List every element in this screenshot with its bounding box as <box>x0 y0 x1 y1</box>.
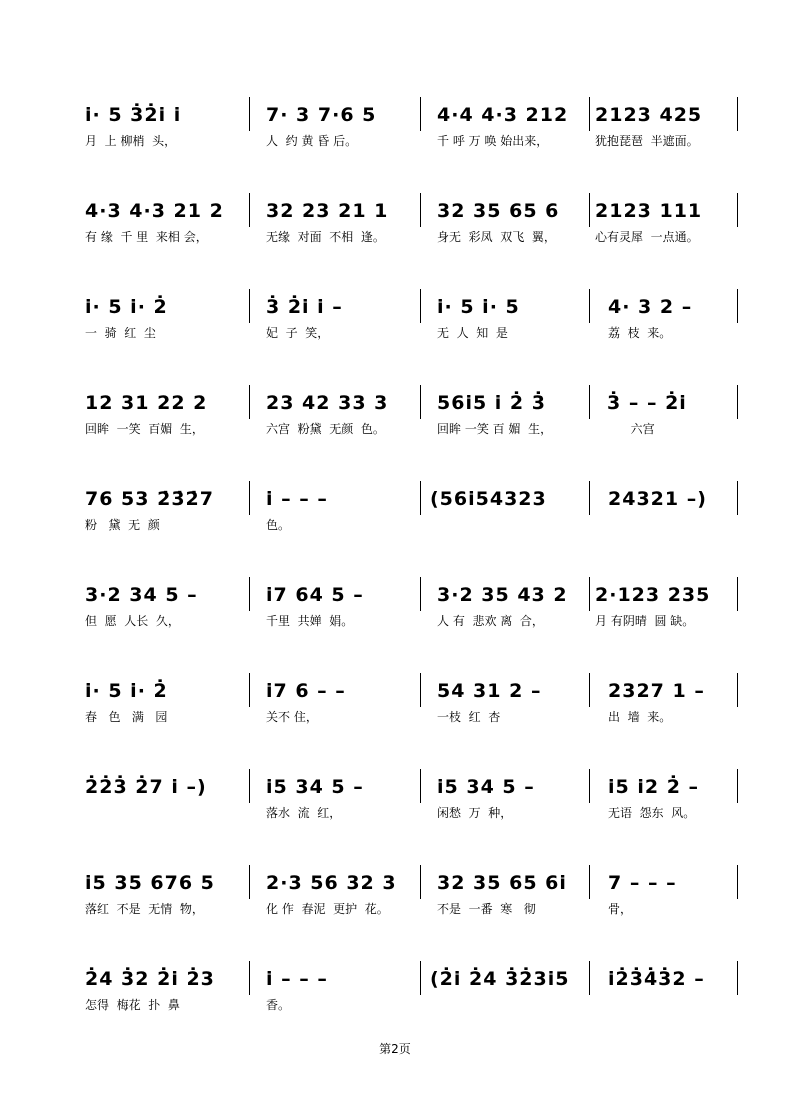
measure-notes: i – – – <box>266 968 328 990</box>
measure-notes: 2·3 56 32 3 <box>266 872 397 894</box>
bar-line <box>737 481 738 515</box>
measure-lyrics: 月 有阴晴 圆 缺。 <box>595 614 695 628</box>
measure-lyrics: 一 骑 红 尘 <box>85 326 156 340</box>
bar-line <box>249 961 250 995</box>
bar-line <box>589 97 590 131</box>
bar-line <box>420 385 421 419</box>
measure-lyrics: 身无 彩凤 双飞 翼， <box>437 230 556 244</box>
measure-lyrics: 人 约 黄 昏 后。 <box>266 134 358 148</box>
measure-notes: i – – – <box>266 488 328 510</box>
bar-line <box>737 769 738 803</box>
measure-notes: 3̇ 2̇i i – <box>266 296 343 318</box>
measure-notes: 32 35 65 6 <box>437 200 560 222</box>
bar-line <box>420 673 421 707</box>
measure-notes: 24321 –) <box>608 488 707 510</box>
measure-notes: i7 6 – – <box>266 680 346 702</box>
measure-notes: 7· 3 7·6 5 <box>266 104 377 126</box>
score-line-2 <box>0 199 790 259</box>
bar-line <box>249 673 250 707</box>
bar-line <box>420 481 421 515</box>
measure-lyrics: 一枝 红 杏 <box>437 710 501 724</box>
bar-line <box>589 193 590 227</box>
bar-line <box>420 769 421 803</box>
bar-line <box>420 289 421 323</box>
measure-notes: i5 35 676 5 <box>85 872 215 894</box>
measure-lyrics: 妃 子 笑， <box>266 326 330 340</box>
bar-line <box>589 289 590 323</box>
bar-line <box>737 865 738 899</box>
measure-lyrics: 落水 流 红， <box>266 806 342 820</box>
measure-notes: 56i5 i 2̇ 3̇ <box>437 392 546 414</box>
bar-line <box>737 193 738 227</box>
bar-line <box>737 97 738 131</box>
measure-notes: 2123 111 <box>595 200 703 222</box>
measure-notes: 2123 425 <box>595 104 703 126</box>
measure-notes: i5 34 5 – <box>266 776 364 798</box>
bar-line <box>249 577 250 611</box>
measure-lyrics: 月 上 柳梢 头， <box>85 134 177 148</box>
measure-notes: 54 31 2 – <box>437 680 542 702</box>
measure-notes: 32 35 65 6i <box>437 872 567 894</box>
bar-line <box>249 769 250 803</box>
bar-line <box>737 289 738 323</box>
bar-line <box>737 961 738 995</box>
score-line-5 <box>0 487 790 547</box>
bar-line <box>589 961 590 995</box>
measure-lyrics: 落红 不是 无情 物， <box>85 902 204 916</box>
measure-notes: 2̇2̇3̇ 2̇7 i –) <box>85 776 207 798</box>
measure-notes: (2̇i 2̇4 3̇2̇3i5 <box>430 968 570 990</box>
measure-notes: i5 i2 2̇ – <box>608 776 700 798</box>
bar-line <box>249 193 250 227</box>
bar-line <box>420 193 421 227</box>
bar-line <box>249 289 250 323</box>
measure-lyrics: 六宫 粉黛 无颜 色。 <box>266 422 385 436</box>
score-line-9 <box>0 871 790 931</box>
measure-lyrics: 出 墙 来。 <box>608 710 672 724</box>
measure-notes: 76 53 2̇3̇2̇7 <box>85 488 214 510</box>
measure-notes: 2·123 235 <box>595 584 711 606</box>
score-line-1 <box>0 103 790 163</box>
bar-line <box>589 481 590 515</box>
measure-lyrics: 香。 <box>266 998 291 1012</box>
measure-lyrics: 心有灵犀 一点通。 <box>595 230 699 244</box>
measure-notes: 7 – – – <box>608 872 677 894</box>
measure-lyrics: 千 呼 万 唤 始出来， <box>437 134 549 148</box>
bar-line <box>420 97 421 131</box>
measure-lyrics: 春 色 满 园 <box>85 710 168 724</box>
bar-line <box>589 769 590 803</box>
bar-line <box>589 577 590 611</box>
measure-lyrics: 闲愁 万 种， <box>437 806 513 820</box>
measure-notes: 3·2 34 5 – <box>85 584 198 606</box>
measure-lyrics: 回眸 一笑 百媚 生， <box>85 422 204 436</box>
bar-line <box>737 385 738 419</box>
measure-notes: 3̇ – – 2̇i <box>607 392 687 414</box>
measure-lyrics: 粉 黛 无 颜 <box>85 518 160 532</box>
measure-notes: 4·3 4·3 21 2 <box>85 200 224 222</box>
page-number: 第2页 <box>379 1042 411 1056</box>
score-line-7 <box>0 679 790 739</box>
measure-notes: i· 5 i· 5 <box>437 296 520 318</box>
measure-notes: i· 5 3̇2̇i i <box>85 104 182 126</box>
measure-lyrics: 无语 怨东 风。 <box>608 806 696 820</box>
measure-lyrics: 化 作 春泥 更护 花。 <box>266 902 389 916</box>
measure-lyrics: 但 愿 人长 久， <box>85 614 180 628</box>
bar-line <box>249 865 250 899</box>
measure-lyrics: 无缘 对面 不相 逢。 <box>266 230 385 244</box>
measure-lyrics: 千里 共婵 娟。 <box>266 614 354 628</box>
score-line-4 <box>0 391 790 451</box>
measure-notes: (56i54323 <box>430 488 547 510</box>
score-line-10 <box>0 967 790 1027</box>
bar-line <box>589 865 590 899</box>
measure-notes: 3·2 35 43 2 <box>437 584 568 606</box>
measure-lyrics: 无 人 知 是 <box>437 326 508 340</box>
measure-notes: i· 5 i· 2̇ <box>85 680 168 702</box>
measure-notes: 2327 1 – <box>608 680 705 702</box>
score-line-8 <box>0 775 790 835</box>
measure-lyrics: 不是 一番 寒 彻 <box>437 902 536 916</box>
bar-line <box>249 481 250 515</box>
score-line-6 <box>0 583 790 643</box>
measure-lyrics: 骨， <box>608 902 633 916</box>
measure-lyrics: 犹抱琵琶 半遮面。 <box>595 134 699 148</box>
measure-lyrics: 色。 <box>266 518 291 532</box>
bar-line <box>737 673 738 707</box>
measure-notes: i2̇3̇4̇3̇2 – <box>608 968 705 990</box>
measure-notes: 32 23 21 1 <box>266 200 389 222</box>
bar-line <box>249 385 250 419</box>
measure-lyrics: 回眸 一笑 百 媚 生， <box>437 422 553 436</box>
bar-line <box>420 961 421 995</box>
measure-notes: 23 42 33 3 <box>266 392 389 414</box>
measure-lyrics: 有 缘 千 里 来相 会， <box>85 230 208 244</box>
bar-line <box>589 673 590 707</box>
measure-notes: i· 5 i· 2̇ <box>85 296 168 318</box>
bar-line <box>589 385 590 419</box>
measure-notes: 12 31 22 2 <box>85 392 208 414</box>
measure-lyrics: 六宫 <box>562 422 655 436</box>
bar-line <box>420 577 421 611</box>
measure-notes: i5 34 5 – <box>437 776 535 798</box>
bar-line <box>420 865 421 899</box>
measure-notes: 4·4 4·3 212 <box>437 104 569 126</box>
measure-lyrics: 怎得 梅花 扑 鼻 <box>85 998 180 1012</box>
measure-notes: 2̇4 3̇2 2̇i 2̇3 <box>85 968 215 990</box>
measure-lyrics: 关不 住， <box>266 710 318 724</box>
measure-notes: i7 64 5 – <box>266 584 364 606</box>
bar-line <box>737 577 738 611</box>
bar-line <box>249 97 250 131</box>
score-line-3 <box>0 295 790 355</box>
measure-lyrics: 荔 枝 来。 <box>608 326 672 340</box>
measure-lyrics: 人 有 悲欢 离 合， <box>437 614 544 628</box>
measure-notes: 4· 3 2 – <box>608 296 693 318</box>
